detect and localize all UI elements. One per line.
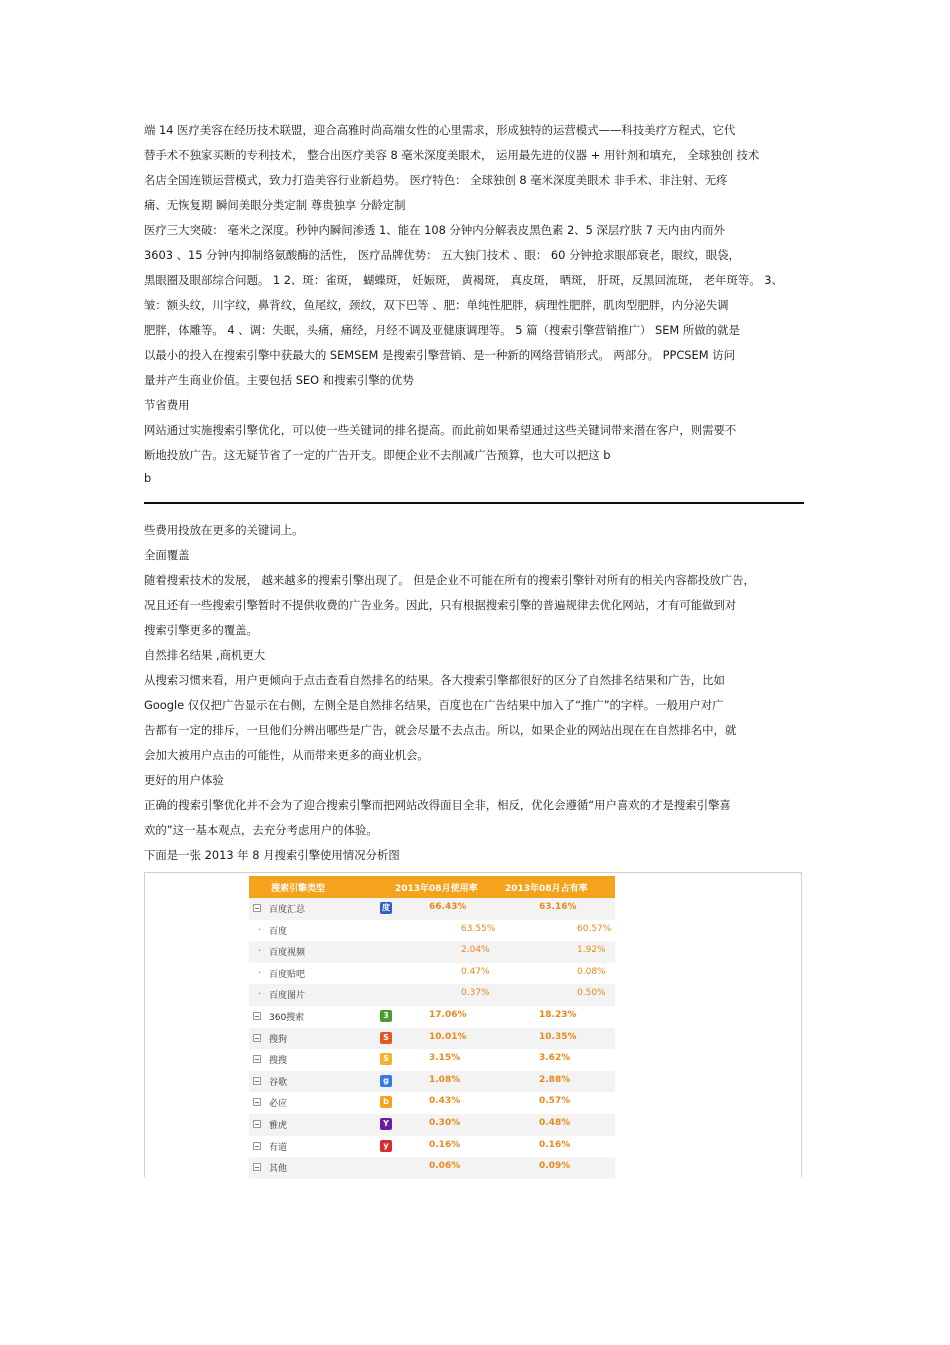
engine-name: 雅虎 [269, 1120, 288, 1131]
table-row [249, 963, 615, 985]
engine-name: 搜搜 [269, 1056, 288, 1067]
table-header [249, 876, 615, 898]
text-line: 下面是一张 2013 年 8 月搜索引擎使用情况分析图 [144, 848, 400, 862]
table-row [249, 1049, 615, 1071]
header-type: 搜索引擎类型 [271, 884, 326, 894]
usage-value: 63.55% [461, 923, 496, 934]
collapse-toggle[interactable] [253, 1142, 261, 1150]
engine-name: 百度汇总 [269, 905, 306, 915]
share-value: 2.88% [539, 1074, 571, 1085]
text-line: 况且还有一些搜索引擎暂时不提供收费的广告业务。因此，只有根据搜索引擎的普遍规律去优化网站，才有可能做到对 [144, 598, 737, 612]
text-line: 正确的搜索引擎优化并不会为了迎合搜索引擎而把网站改得面目全非，相反，优化会遵循“用户喜欢的才是搜索引擎喜 [144, 798, 731, 812]
collapse-toggle[interactable] [253, 1120, 261, 1128]
horizontal-rule [144, 502, 804, 504]
share-value: 0.57% [539, 1096, 571, 1107]
share-value: 0.08% [577, 966, 606, 977]
bullet-icon: · [258, 989, 262, 1001]
share-value: 18.23% [539, 1009, 577, 1020]
engine-name: 必应 [269, 1099, 288, 1110]
table-row [249, 1071, 615, 1093]
sogou-icon: S [380, 1032, 392, 1044]
google-icon: g [380, 1075, 392, 1087]
text-line: 以最小的投入在搜索引擎中获最大的 SEMSEM 是搜索引擎营销、是一种新的网络营销形式。 两部分。 PPCSEM 访问 [144, 348, 735, 362]
engine-name: 谷歌 [269, 1077, 288, 1088]
collapse-toggle[interactable] [253, 1098, 261, 1106]
text-line: 从搜索习惯来看，用户更倾向于点击查看自然排名的结果。各大搜索引擎都很好的区分了自然排名结果和广告，比如 [144, 673, 725, 687]
text-line: 黑眼圈及眼部综合问题。 1 2、斑：雀斑， 蝴蝶斑， 妊娠斑， 黄褐斑， 真皮斑， 晒斑， 肝斑，反黑回流斑， 老年斑等。 3、 [144, 273, 783, 287]
share-value: 1.92% [577, 945, 606, 956]
text-line: 些费用投放在更多的关键词上。 [144, 523, 304, 537]
table-row [249, 1028, 615, 1050]
text-line: 皱：额头纹，川字纹，鼻背纹，鱼尾纹，颈纹，双下巴等 、肥：单纯性肥胖，病理性肥胖，肌肉型肥胖，内分泌失调 [144, 298, 729, 312]
usage-value: 1.08% [429, 1074, 461, 1085]
text-line: 痛、无恢复期 瞬间美眼分类定制 尊贵独享 分龄定制 [144, 198, 406, 212]
text-line: Google 仅仅把广告显示在右侧，左侧全是自然排名结果，百度也在广告结果中加入了“推广”的字样。一般用户对广 [144, 698, 724, 712]
text-line: 替手术不独家买断的专利技术， 整合出医疗美容 8 毫米深度美眼术， 运用最先进的仪器 + 用针剂和填充， 全球独创 技术 [144, 148, 760, 162]
engine-name: 百度 [269, 926, 288, 937]
usage-value: 0.43% [429, 1096, 461, 1107]
engine-name: 360搜索 [269, 1012, 305, 1023]
usage-value: 0.30% [429, 1117, 461, 1128]
text-line: 搜索引擎更多的覆盖。 [144, 623, 258, 637]
usage-value: 0.47% [461, 966, 490, 977]
text-line: 端 14 医疗美容在经历技术联盟，迎合高雅时尚高端女性的心里需求，形成独特的运营模式——科技美疗方程式，它代 [144, 123, 736, 137]
bing-icon: b [380, 1096, 392, 1108]
collapse-toggle[interactable] [253, 1012, 261, 1020]
usage-value: 0.06% [429, 1161, 461, 1172]
text-line: 量并产生商业价值。主要包括 SEO 和搜索引擎的优势 [144, 373, 414, 387]
table-row [249, 1114, 615, 1136]
table-row [249, 920, 615, 942]
text-line: 随着搜索技术的发展， 越来越多的搜索引擎出现了。 但是企业不可能在所有的搜索引擎针对所有的相关内容都投放广告， [144, 573, 755, 587]
text-line: 全面覆盖 [144, 548, 190, 562]
text-line: 自然排名结果 ,商机更大 [144, 648, 266, 662]
share-value: 3.62% [539, 1053, 571, 1064]
text-line: 医疗三大突破： 毫米之深度。秒钟内瞬间渗透 1、能在 108 分钟内分解表皮黑色素 2、5 深层疗肤 7 天内由内而外 [144, 223, 725, 237]
engine-name: 百度贴吧 [269, 969, 306, 980]
text-line: 节省费用 [144, 398, 190, 412]
table-row [249, 984, 615, 1006]
share-value: 63.16% [539, 902, 577, 912]
usage-value: 0.16% [429, 1139, 461, 1150]
360-icon: 3 [380, 1010, 392, 1022]
header-share: 2013年08月占有率 [505, 884, 588, 894]
table-row [249, 1136, 615, 1158]
usage-value: 17.06% [429, 1009, 467, 1020]
text-line: b [144, 471, 152, 485]
usage-value: 10.01% [429, 1031, 467, 1042]
bullet-icon: · [258, 967, 262, 979]
share-value: 0.50% [577, 988, 606, 999]
table-row [249, 1092, 615, 1114]
usage-value: 2.04% [461, 945, 490, 956]
text-line: 告都有一定的排斥，一旦他们分辨出哪些是广告，就会尽量不去点击。所以，如果企业的网站出现在在自然排名中，就 [144, 723, 737, 737]
text-line: 更好的用户体验 [144, 773, 224, 787]
youdao-icon: y [380, 1140, 392, 1152]
usage-value: 3.15% [429, 1053, 461, 1064]
share-value: 10.35% [539, 1031, 577, 1042]
text-line: 会加大被用户点击的可能性，从而带来更多的商业机会。 [144, 748, 429, 762]
share-value: 60.57% [577, 923, 612, 934]
text-line: 欢的”这一基本观点，去充分考虑用户的体验。 [144, 823, 378, 837]
yahoo-icon: Y [380, 1118, 392, 1130]
collapse-toggle[interactable] [253, 1163, 261, 1171]
collapse-toggle[interactable] [253, 1034, 261, 1042]
share-value: 0.48% [539, 1117, 571, 1128]
soso-icon: S [380, 1053, 392, 1065]
text-line: 名店全国连锁运营模式，致力打造美容行业新趋势。 医疗特色： 全球独创 8 毫米深度美眼术 非手术、非注射、无疼 [144, 173, 728, 187]
collapse-toggle[interactable] [253, 1055, 261, 1063]
usage-value: 66.43% [429, 902, 467, 912]
engine-name: 有道 [269, 1142, 288, 1153]
search-engine-usage-table [249, 876, 615, 1179]
share-value: 0.09% [539, 1161, 571, 1172]
usage-value: 0.37% [461, 988, 490, 999]
bullet-icon: · [258, 946, 262, 958]
table-row [249, 1157, 615, 1179]
table-row [249, 941, 615, 963]
text-line: 断地投放广告。这无疑节省了一定的广告开支。即便企业不去削减广告预算，也大可以把这 b [144, 448, 611, 462]
text-line: 3603 、15 分钟内抑制络氨酸酶的活性， 医疗品牌优势： 五大独门技术 、眼： 60 分钟抢求眼部衰老，眼纹，眼袋， [144, 248, 740, 262]
table-row [249, 1006, 615, 1028]
text-line: 网站通过实施搜索引擎优化，可以使一些关键词的排名提高。而此前如果希望通过这些关键词带来潜在客户，则需要不 [144, 423, 737, 437]
engine-name: 百度图片 [269, 991, 306, 1002]
bullet-icon: · [258, 924, 262, 936]
share-value: 0.16% [539, 1139, 571, 1150]
table-row [249, 898, 615, 920]
baidu-icon: 度 [382, 903, 390, 912]
text-line: 肥胖，体雕等。 4 、调：失眠，头痛，痛经，月经不调及亚健康调理等。 5 篇（搜索引擎营销推广） SEM 所做的就是 [144, 323, 740, 337]
collapse-toggle[interactable] [253, 1077, 261, 1085]
engine-name: 百度视频 [269, 948, 306, 959]
engine-name: 搜狗 [269, 1034, 288, 1045]
collapse-toggle[interactable] [253, 904, 261, 912]
engine-name: 其他 [269, 1164, 288, 1175]
header-usage: 2013年08月使用率 [395, 884, 478, 894]
